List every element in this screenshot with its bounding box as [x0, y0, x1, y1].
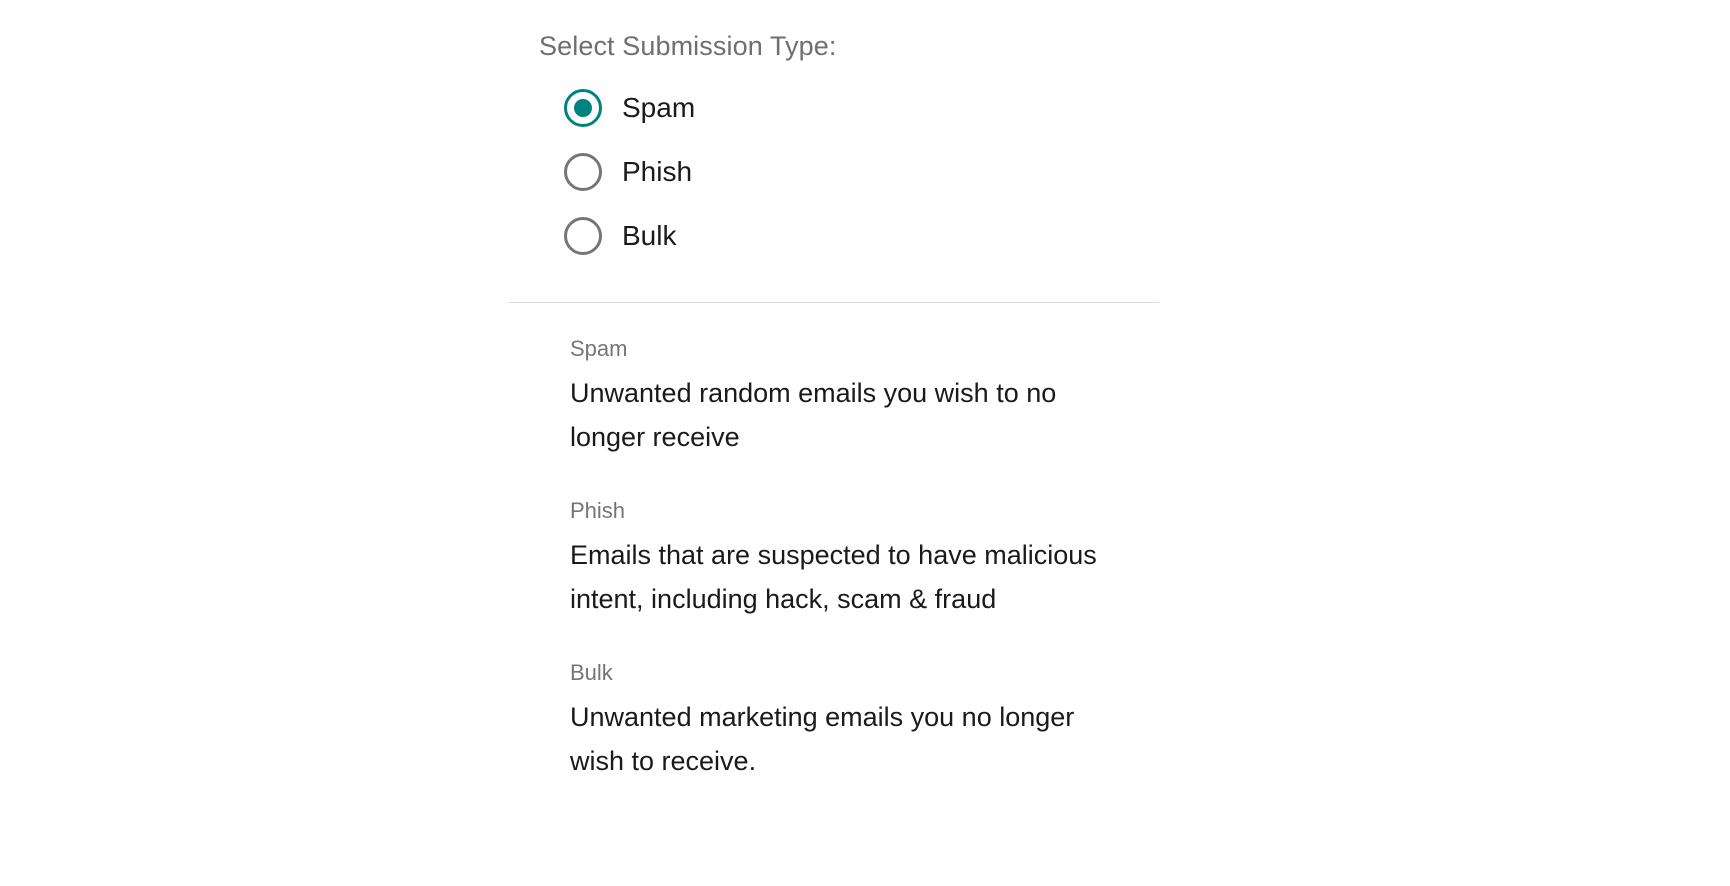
definition-item	[570, 659, 1239, 783]
definition-description: Unwanted marketing emails you no longer wish to receive.	[570, 702, 1075, 776]
submission-type-form	[539, 0, 1239, 821]
definition-description: Emails that are suspected to have malicious intent, including hack, scam & fraud	[570, 540, 1097, 614]
section-label: Select Submission Type:	[539, 31, 837, 61]
radio-selected-dot-icon	[574, 163, 592, 181]
radio-button-icon[interactable]	[564, 217, 602, 255]
radio-button-icon[interactable]	[564, 89, 602, 127]
radio-option-bulk[interactable]	[539, 204, 1239, 268]
radio-option-label: Phish	[622, 156, 693, 187]
section-divider	[509, 302, 1159, 303]
definition-item	[570, 497, 1239, 621]
definitions-list	[539, 335, 1239, 783]
radio-selected-dot-icon	[574, 99, 592, 117]
radio-option-spam[interactable]	[539, 76, 1239, 140]
radio-button-icon[interactable]	[564, 153, 602, 191]
radio-option-label: Bulk	[622, 220, 677, 251]
definition-item	[570, 335, 1239, 459]
definition-term: Phish	[570, 498, 626, 523]
submission-type-radio-group[interactable]	[539, 76, 1239, 268]
definition-term: Bulk	[570, 660, 613, 685]
definition-description: Unwanted random emails you wish to no longer receive	[570, 378, 1057, 452]
radio-option-label: Spam	[622, 92, 696, 123]
radio-selected-dot-icon	[574, 227, 592, 245]
radio-option-phish[interactable]	[539, 140, 1239, 204]
definition-term: Spam	[570, 336, 628, 361]
